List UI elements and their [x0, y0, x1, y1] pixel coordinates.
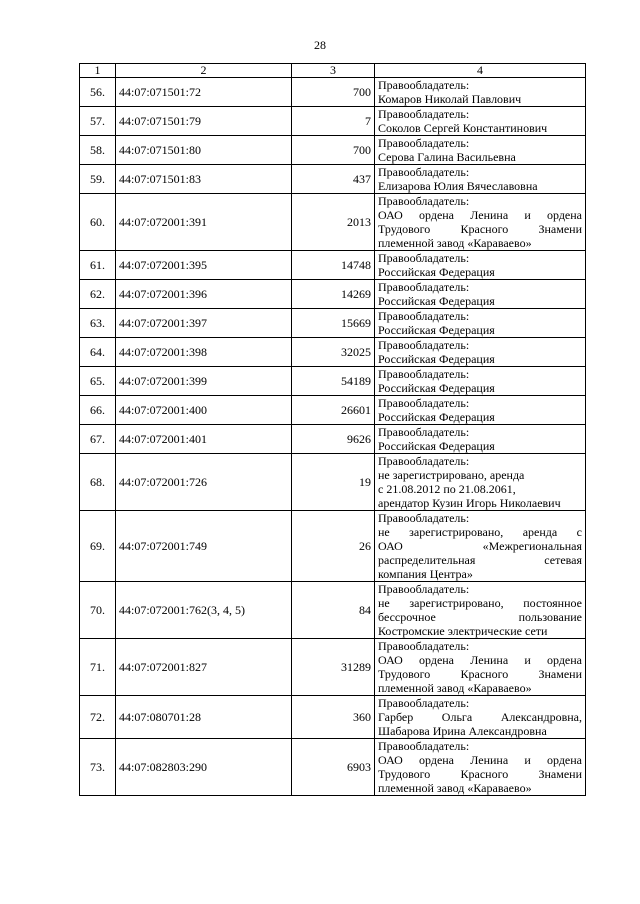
cadastral-number-cell: 44:07:072001:401 [116, 425, 292, 454]
land-plots-table [79, 63, 586, 796]
rights-holder-line: Российская Федерация [378, 410, 495, 424]
rights-holder-line: Правообладатель: [378, 696, 470, 710]
rights-holder-line: Российская Федерация [378, 294, 495, 308]
rights-holder-line: Правообладатель: [378, 107, 470, 121]
area-cell: 54189 [292, 367, 375, 396]
rights-holder-cell [375, 251, 586, 280]
rights-holder-line: Серова Галина Васильевна [378, 150, 516, 164]
table-row [80, 280, 586, 309]
rights-holder-line: не зарегистрировано, постоянное [378, 596, 582, 610]
column-header: 4 [375, 64, 586, 78]
rights-holder-line: Российская Федерация [378, 265, 495, 279]
row-number-cell: 64. [80, 338, 116, 367]
table-row [80, 136, 586, 165]
row-number-cell: 73. [80, 739, 116, 796]
table-row [80, 425, 586, 454]
rights-holder-line: племенной завод «Караваево» [378, 236, 532, 250]
row-number-cell: 68. [80, 454, 116, 511]
cadastral-number-cell: 44:07:071501:83 [116, 165, 292, 194]
table-row [80, 251, 586, 280]
rights-holder-line: племенной завод «Караваево» [378, 681, 532, 695]
rights-holder-line: Трудового Красного Знамени [378, 667, 582, 681]
table-header-row [80, 64, 586, 78]
table-row [80, 78, 586, 107]
rights-holder-cell [375, 739, 586, 796]
cadastral-number-cell: 44:07:082803:290 [116, 739, 292, 796]
rights-holder-line: Трудового Красного Знамени [378, 767, 582, 781]
table-row [80, 582, 586, 639]
row-number-cell: 67. [80, 425, 116, 454]
cadastral-number-cell: 44:07:072001:396 [116, 280, 292, 309]
row-number-cell: 61. [80, 251, 116, 280]
column-header: 2 [116, 64, 292, 78]
rights-holder-cell [375, 454, 586, 511]
rights-holder-line: Правообладатель: [378, 165, 470, 179]
rights-holder-line: Соколов Сергей Константинович [378, 121, 548, 135]
rights-holder-line: Российская Федерация [378, 381, 495, 395]
column-header: 1 [80, 64, 116, 78]
rights-holder-line: ОАО ордена Ленина и ордена [378, 208, 582, 222]
rights-holder-line: арендатор Кузин Игорь Николаевич [378, 496, 561, 510]
table-row [80, 165, 586, 194]
rights-holder-cell [375, 78, 586, 107]
rights-holder-cell [375, 511, 586, 582]
area-cell: 2013 [292, 194, 375, 251]
row-number-cell: 66. [80, 396, 116, 425]
column-header: 3 [292, 64, 375, 78]
cadastral-number-cell: 44:07:072001:391 [116, 194, 292, 251]
rights-holder-line: Правообладатель: [378, 78, 470, 92]
table-row [80, 194, 586, 251]
area-cell: 14748 [292, 251, 375, 280]
row-number-cell: 62. [80, 280, 116, 309]
rights-holder-cell [375, 338, 586, 367]
area-cell: 15669 [292, 309, 375, 338]
rights-holder-cell [375, 165, 586, 194]
rights-holder-line: Правообладатель: [378, 251, 470, 265]
cadastral-number-cell: 44:07:071501:72 [116, 78, 292, 107]
rights-holder-line: Российская Федерация [378, 352, 495, 366]
row-number-cell: 72. [80, 696, 116, 739]
table-row [80, 107, 586, 136]
row-number-cell: 60. [80, 194, 116, 251]
area-cell: 700 [292, 78, 375, 107]
cadastral-number-cell: 44:07:072001:397 [116, 309, 292, 338]
rights-holder-line: компания Центра» [378, 567, 473, 581]
rights-holder-line: Трудового Красного Знамени [378, 222, 582, 236]
row-number-cell: 58. [80, 136, 116, 165]
rights-holder-line: Российская Федерация [378, 323, 495, 337]
area-cell: 26 [292, 511, 375, 582]
area-cell: 437 [292, 165, 375, 194]
table-row [80, 396, 586, 425]
table-row [80, 367, 586, 396]
rights-holder-line: Елизарова Юлия Вячеславовна [378, 179, 538, 193]
area-cell: 84 [292, 582, 375, 639]
rights-holder-line: Правообладатель: [378, 280, 470, 294]
rights-holder-line: распределительная сетевая [378, 553, 582, 567]
area-cell: 32025 [292, 338, 375, 367]
rights-holder-line: Правообладатель: [378, 338, 470, 352]
rights-holder-line: с 21.08.2012 по 21.08.2061, [378, 482, 516, 496]
rights-holder-line: Правообладатель: [378, 194, 470, 208]
table-row [80, 739, 586, 796]
rights-holder-cell [375, 367, 586, 396]
rights-holder-line: Правообладатель: [378, 136, 470, 150]
table-row [80, 309, 586, 338]
area-cell: 700 [292, 136, 375, 165]
rights-holder-line: ОАО ордена Ленина и ордена [378, 653, 582, 667]
row-number-cell: 69. [80, 511, 116, 582]
area-cell: 31289 [292, 639, 375, 696]
rights-holder-line: не зарегистрировано, аренда [378, 468, 525, 482]
rights-holder-line: Гарбер Ольга Александровна, [378, 710, 582, 724]
row-number-cell: 59. [80, 165, 116, 194]
cadastral-number-cell: 44:07:071501:80 [116, 136, 292, 165]
rights-holder-cell [375, 425, 586, 454]
table-row [80, 696, 586, 739]
rights-holder-cell [375, 136, 586, 165]
cadastral-number-cell: 44:07:072001:399 [116, 367, 292, 396]
table-row [80, 454, 586, 511]
row-number-cell: 57. [80, 107, 116, 136]
rights-holder-line: бессрочное пользование [378, 610, 582, 624]
rights-holder-cell [375, 280, 586, 309]
cadastral-number-cell: 44:07:080701:28 [116, 696, 292, 739]
rights-holder-line: Правообладатель: [378, 582, 470, 596]
row-number-cell: 63. [80, 309, 116, 338]
rights-holder-line: не зарегистрировано, аренда с [378, 525, 582, 539]
rights-holder-cell [375, 309, 586, 338]
area-cell: 19 [292, 454, 375, 511]
row-number-cell: 65. [80, 367, 116, 396]
rights-holder-line: Правообладатель: [378, 425, 470, 439]
rights-holder-line: Российская Федерация [378, 439, 495, 453]
rights-holder-line: Правообладатель: [378, 454, 470, 468]
cadastral-number-cell: 44:07:072001:726 [116, 454, 292, 511]
rights-holder-line: Правообладатель: [378, 511, 470, 525]
rights-holder-cell [375, 582, 586, 639]
table-row [80, 511, 586, 582]
cadastral-number-cell: 44:07:071501:79 [116, 107, 292, 136]
rights-holder-line: Шабарова Ирина Александровна [378, 724, 547, 738]
cadastral-number-cell: 44:07:072001:827 [116, 639, 292, 696]
area-cell: 360 [292, 696, 375, 739]
rights-holder-line: Правообладатель: [378, 367, 470, 381]
area-cell: 26601 [292, 396, 375, 425]
rights-holder-line: племенной завод «Караваево» [378, 781, 532, 795]
rights-holder-line: Правообладатель: [378, 639, 470, 653]
rights-holder-cell [375, 396, 586, 425]
cadastral-number-cell: 44:07:072001:395 [116, 251, 292, 280]
rights-holder-cell [375, 107, 586, 136]
cadastral-number-cell: 44:07:072001:398 [116, 338, 292, 367]
row-number-cell: 70. [80, 582, 116, 639]
cadastral-number-cell: 44:07:072001:400 [116, 396, 292, 425]
row-number-cell: 56. [80, 78, 116, 107]
table-body [80, 78, 586, 796]
row-number-cell: 71. [80, 639, 116, 696]
area-cell: 7 [292, 107, 375, 136]
area-cell: 14269 [292, 280, 375, 309]
rights-holder-cell [375, 696, 586, 739]
rights-holder-line: Правообладатель: [378, 739, 470, 753]
rights-holder-line: Комаров Николай Павлович [378, 92, 522, 106]
area-cell: 6903 [292, 739, 375, 796]
rights-holder-line: Правообладатель: [378, 309, 470, 323]
rights-holder-cell [375, 194, 586, 251]
rights-holder-line: Костромские электрические сети [378, 624, 548, 638]
rights-holder-cell [375, 639, 586, 696]
cadastral-number-cell: 44:07:072001:762(3, 4, 5) [116, 582, 292, 639]
page-number: 28 [314, 38, 326, 52]
rights-holder-line: Правообладатель: [378, 396, 470, 410]
rights-holder-line: ОАО ордена Ленина и ордена [378, 753, 582, 767]
table-row [80, 639, 586, 696]
area-cell: 9626 [292, 425, 375, 454]
table-row [80, 338, 586, 367]
cadastral-number-cell: 44:07:072001:749 [116, 511, 292, 582]
rights-holder-line: ОАО «Межрегиональная [378, 539, 582, 553]
